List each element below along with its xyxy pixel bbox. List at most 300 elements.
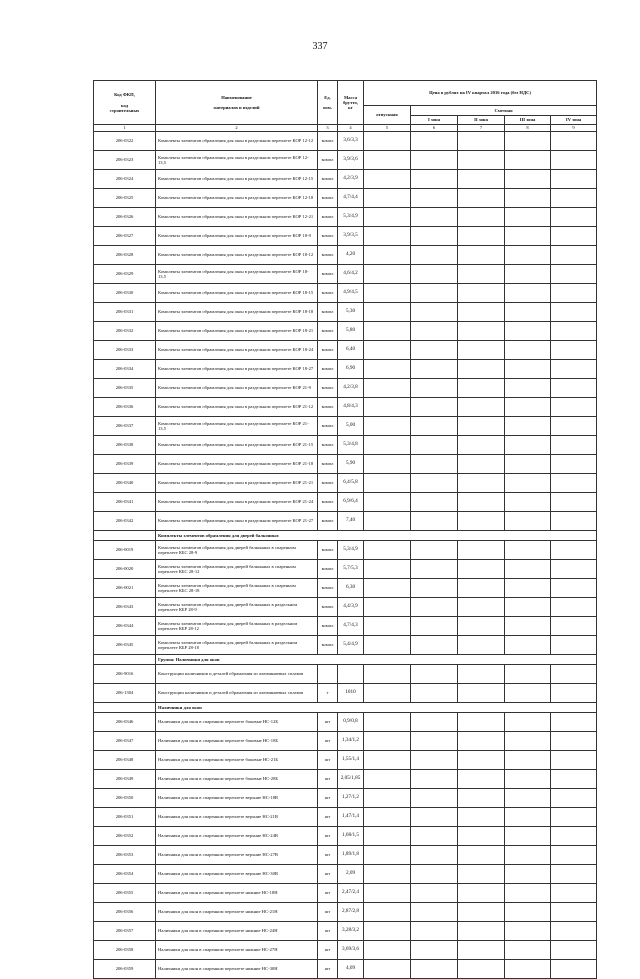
table-row [94,684,597,703]
unit-cell: шт [318,884,338,903]
price-cell [458,560,505,579]
material-code: 206-0358 [94,941,156,960]
price-cell [364,941,411,960]
material-name: Комплекты элементов обрамления для окон в раздельном переплете КОР 18-24 [156,341,318,360]
mass-cell: 1,34/1,2 [338,732,364,751]
material-code: 206-0324 [94,170,156,189]
price-cell [551,360,597,379]
price-cell [458,960,505,979]
header-price-title: Цена в рублях на IV квартал 2016 года (без НДС) [364,81,597,106]
price-cell [458,341,505,360]
table-row [94,341,597,360]
mass-cell: 4,8/4,3 [338,398,364,417]
price-cell [551,455,597,474]
price-cell [458,713,505,732]
price-cell [505,132,551,151]
header-name: Наименование материалов и изделий [156,81,318,125]
price-cell [505,751,551,770]
material-name: Наличники для окон в спаренном переплете боковые НС-28Б [156,770,318,789]
material-name: Комплекты элементов обрамления для дверей балконных в раздельном переплете КБР 28-12 [156,617,318,636]
mass-cell: 5,7/5,3 [338,560,364,579]
table-row [94,322,597,341]
price-cell [505,341,551,360]
price-cell [364,960,411,979]
price-cell [364,360,411,379]
price-cell [411,636,458,655]
header-zone-3: III зона [505,116,551,125]
material-name: Комплекты элементов обрамления для окон в раздельном переплете КОР 18-15 [156,284,318,303]
unit-cell: компл [318,284,338,303]
price-cell [364,208,411,227]
material-name: Наличники для окон в спаренном переплете нижние НС-21Н [156,903,318,922]
table-row [94,960,597,979]
price-cell [411,512,458,531]
table-row [94,636,597,655]
material-code: 206-0019 [94,541,156,560]
mass-cell: 1,89/1,8 [338,846,364,865]
mass-cell: 3,6/3,3 [338,132,364,151]
price-cell [551,884,597,903]
mass-cell: 6,4/5,8 [338,474,364,493]
price-cell [364,265,411,284]
table-row [94,265,597,284]
material-code: 206-0351 [94,808,156,827]
unit-cell: компл [318,322,338,341]
mass-cell: 5,90 [338,455,364,474]
price-cell [458,598,505,617]
unit-cell: компл [318,360,338,379]
price-cell [411,598,458,617]
material-code: 206-0348 [94,751,156,770]
material-code: 206-0020 [94,560,156,579]
material-name: Комплекты элементов обрамления для окон в раздельном переплете КОР 12-18 [156,189,318,208]
price-cell [458,684,505,703]
price-cell [411,789,458,808]
price-cell [458,903,505,922]
group-row [94,703,597,713]
group-title: Комплекты элементов обрамления для дверей балконных [156,531,597,541]
price-cell [364,379,411,398]
price-cell [551,284,597,303]
material-code: 206-0346 [94,713,156,732]
price-cell [364,303,411,322]
unit-cell: компл [318,560,338,579]
material-name: Наличники для окон в спаренном переплете верхние НС-21В [156,808,318,827]
unit-cell: компл [318,246,338,265]
material-code: 206-0326 [94,208,156,227]
price-cell [505,360,551,379]
price-cell [364,732,411,751]
price-cell [458,151,505,170]
unit-cell: компл [318,303,338,322]
material-name: Конструкции наличников и деталей обрамления из алюминиевых сплавов [156,665,318,684]
price-cell [551,941,597,960]
price-cell [505,903,551,922]
price-cell [505,922,551,941]
material-code: 206-0330 [94,284,156,303]
price-cell [364,884,411,903]
material-code: 206-0325 [94,189,156,208]
price-cell [551,265,597,284]
price-cell [411,846,458,865]
price-cell [411,398,458,417]
price-cell [411,617,458,636]
price-cell [458,808,505,827]
price-cell [505,417,551,436]
price-cell [551,846,597,865]
material-name: Комплекты элементов обрамления для окон в раздельном переплете КОР 18-9 [156,227,318,246]
price-cell [458,579,505,598]
unit-cell: шт [318,960,338,979]
price-cell [458,789,505,808]
column-number: 5 [364,125,411,132]
header-zone-4: IV зона [551,116,597,125]
column-number-row [94,125,597,132]
material-name: Комплекты элементов обрамления для окон в раздельном переплете КОР 21-13,5 [156,417,318,436]
unit-cell: компл [318,341,338,360]
unit-cell: компл [318,379,338,398]
material-name: Комплекты элементов обрамления для окон в раздельном переплете КОР 21-21 [156,474,318,493]
price-cell [411,265,458,284]
table-row [94,884,597,903]
price-cell [551,636,597,655]
price-cell [505,227,551,246]
material-name: Наличники для окон в спаренном переплете боковые НС-21Б [156,751,318,770]
price-cell [505,265,551,284]
price-cell [364,417,411,436]
price-cell [505,960,551,979]
mass-cell: 1010 [338,684,364,703]
table-row [94,208,597,227]
price-cell [458,436,505,455]
price-cell [505,170,551,189]
price-cell [411,246,458,265]
table-row [94,493,597,512]
price-cell [551,665,597,684]
column-number: 4 [338,125,364,132]
price-cell [411,151,458,170]
mass-cell [338,665,364,684]
unit-cell: шт [318,789,338,808]
table-row [94,189,597,208]
mass-cell: 6,9/6,4 [338,493,364,512]
price-cell [551,684,597,703]
header-smetnaya: Сметная [411,106,597,116]
price-cell [364,846,411,865]
price-cell [411,189,458,208]
material-code: 206-0350 [94,789,156,808]
material-code: 206-0352 [94,827,156,846]
mass-cell: 4,2/3,9 [338,170,364,189]
material-name: Комплекты элементов обрамления для дверей балконных в спаренном переплете КБС 28-18 [156,579,318,598]
price-cell [551,322,597,341]
price-cell [411,941,458,960]
header-unit: Ед. изм. [318,81,338,125]
mass-cell: 4,09 [338,960,364,979]
price-cell [551,132,597,151]
unit-cell: шт [318,865,338,884]
table-row [94,751,597,770]
price-cell [411,227,458,246]
price-cell [551,417,597,436]
price-cell [551,579,597,598]
mass-cell: 3,69/3,6 [338,941,364,960]
price-cell [364,789,411,808]
price-cell [505,379,551,398]
price-cell [505,579,551,598]
mass-cell: 4,4/3,9 [338,598,364,617]
material-code: 206-0356 [94,903,156,922]
material-code: 206-0339 [94,455,156,474]
unit-cell: компл [318,617,338,636]
material-name: Комплекты элементов обрамления для дверей балконных в раздельном переплете КБР 28-18 [156,636,318,655]
material-code: 206-0322 [94,132,156,151]
group-code-cell [94,703,156,713]
price-cell [505,246,551,265]
mass-cell: 6,90 [338,360,364,379]
price-cell [505,617,551,636]
table-row [94,455,597,474]
material-code: 206-0354 [94,865,156,884]
table-row [94,227,597,246]
price-cell [411,170,458,189]
price-cell [411,884,458,903]
price-cell [458,170,505,189]
group-row [94,531,597,541]
price-cell [411,684,458,703]
unit-cell: компл [318,598,338,617]
material-name: Наличники для окон в спаренном переплете верхние НС-30В [156,865,318,884]
table-row [94,903,597,922]
price-cell [458,665,505,684]
unit-cell: компл [318,208,338,227]
unit-cell: компл [318,417,338,436]
group-title: Группа: Наличники для окон [156,655,597,665]
mass-cell: 1,47/1,4 [338,808,364,827]
price-cell [458,827,505,846]
mass-cell: 1,55/1,4 [338,751,364,770]
price-cell [364,512,411,531]
material-name: Наличники для окон в спаренном переплете нижние НС-24Н [156,922,318,941]
mass-cell: 5,3/4,9 [338,541,364,560]
header-zone-1: I зона [411,116,458,125]
material-code: 206-0343 [94,598,156,617]
material-code: 206-0342 [94,512,156,531]
price-cell [364,636,411,655]
price-cell [364,713,411,732]
unit-cell: компл [318,474,338,493]
price-cell [551,151,597,170]
price-cell [505,789,551,808]
price-cell [505,284,551,303]
price-cell [364,922,411,941]
price-cell [411,132,458,151]
price-cell [505,598,551,617]
material-name: Комплекты элементов обрамления для дверей балконных в спаренном переплете КБС 28-9 [156,541,318,560]
material-code: 206-0328 [94,246,156,265]
price-cell [505,455,551,474]
material-name: Наличники для окон в спаренном переплете боковые НС-18Б [156,732,318,751]
column-number: 6 [411,125,458,132]
price-cell [458,265,505,284]
price-cell [551,541,597,560]
material-code: 206-0357 [94,922,156,941]
table-row [94,436,597,455]
price-cell [411,579,458,598]
unit-cell: шт [318,922,338,941]
column-number: 2 [156,125,318,132]
table-row [94,941,597,960]
price-cell [411,665,458,684]
material-name: Комплекты элементов обрамления для окон в раздельном переплете КОР 12-12 [156,132,318,151]
table-row [94,541,597,560]
price-cell [458,922,505,941]
price-cell [458,455,505,474]
price-cell [505,208,551,227]
price-cell [505,665,551,684]
price-cell [551,713,597,732]
mass-cell: 2,09 [338,865,364,884]
price-cell [364,436,411,455]
price-cell [551,922,597,941]
material-name: Комплекты элементов обрамления для окон в раздельном переплете КОР 21-9 [156,379,318,398]
material-code: 206-0334 [94,360,156,379]
price-cell [458,846,505,865]
material-name: Комплекты элементов обрамления для окон в раздельном переплете КОР 21-24 [156,493,318,512]
material-name: Комплекты элементов обрамления для окон в раздельном переплете КОР 18-27 [156,360,318,379]
price-cell [411,732,458,751]
price-cell [364,617,411,636]
price-cell [364,170,411,189]
mass-cell: 2,47/2,4 [338,884,364,903]
unit-cell: компл [318,132,338,151]
price-cell [411,474,458,493]
price-cell [505,808,551,827]
price-cell [551,303,597,322]
material-name: Наличники для окон в спаренном переплете верхние НС-24В [156,827,318,846]
material-name: Комплекты элементов обрамления для окон в раздельном переплете КОР 21-12 [156,398,318,417]
price-cell [458,941,505,960]
unit-cell: шт [318,827,338,846]
price-cell [364,227,411,246]
price-cell [551,341,597,360]
price-cell [505,941,551,960]
price-cell [364,455,411,474]
price-cell [411,808,458,827]
table-row [94,598,597,617]
unit-cell: шт [318,846,338,865]
mass-cell: 4,9/4,5 [338,284,364,303]
material-code: 206-0338 [94,436,156,455]
unit-cell: шт [318,941,338,960]
price-cell [505,151,551,170]
unit-cell: т [318,684,338,703]
price-cell [364,751,411,770]
header-code: Код ФКП, код строительных [94,81,156,125]
material-code: 206-0333 [94,341,156,360]
unit-cell: компл [318,579,338,598]
price-cell [364,665,411,684]
mass-cell: 1,27/1,2 [338,789,364,808]
mass-cell: 5,80 [338,322,364,341]
table-row [94,398,597,417]
price-cell [411,770,458,789]
table-row [94,617,597,636]
price-cell [364,132,411,151]
table-row [94,379,597,398]
material-name: Комплекты элементов обрамления для окон в раздельном переплете КОР 18-18 [156,303,318,322]
material-code: 206-0331 [94,303,156,322]
price-cell [505,541,551,560]
price-cell [411,284,458,303]
price-cell [551,474,597,493]
price-cell [505,846,551,865]
table-row [94,417,597,436]
price-cell [505,684,551,703]
mass-cell: 5,30 [338,303,364,322]
table-row [94,827,597,846]
mass-cell: 4,6/4,2 [338,265,364,284]
material-code: 206-1304 [94,684,156,703]
unit-cell: компл [318,541,338,560]
price-cell [505,827,551,846]
price-cell [458,379,505,398]
unit-cell: шт [318,751,338,770]
material-name: Комплекты элементов обрамления для окон в раздельном переплете КОР 21-18 [156,455,318,474]
price-cell [551,903,597,922]
mass-cell: 0,9/0,8 [338,713,364,732]
unit-cell: компл [318,151,338,170]
mass-cell: 5,3/4,9 [338,208,364,227]
price-cell [458,360,505,379]
price-cell [551,512,597,531]
price-cell [551,617,597,636]
price-cell [505,512,551,531]
material-code: 206-0349 [94,770,156,789]
price-cell [505,770,551,789]
unit-cell: компл [318,398,338,417]
material-code: 206-9016 [94,665,156,684]
price-cell [411,360,458,379]
table-row [94,922,597,941]
material-code: 206-0341 [94,493,156,512]
price-cell [364,474,411,493]
price-cell [458,751,505,770]
mass-cell: 2,05/1,85 [338,770,364,789]
column-number: 7 [458,125,505,132]
mass-cell: 5,3/4,8 [338,436,364,455]
price-cell [411,341,458,360]
material-name: Наличники для окон в спаренном переплете боковые НС-12Б [156,713,318,732]
price-cell [458,322,505,341]
price-cell [505,493,551,512]
unit-cell: шт [318,808,338,827]
price-cell [505,322,551,341]
price-cell [551,170,597,189]
mass-cell: 4,7/4,3 [338,617,364,636]
price-cell [411,417,458,436]
table-row [94,512,597,531]
table-row [94,474,597,493]
material-name: Наличники для окон в спаренном переплете верхние НС-27В [156,846,318,865]
unit-cell [318,665,338,684]
material-code: 206-0340 [94,474,156,493]
price-cell [458,227,505,246]
price-cell [551,189,597,208]
price-cell [364,865,411,884]
price-cell [411,751,458,770]
unit-cell: шт [318,903,338,922]
